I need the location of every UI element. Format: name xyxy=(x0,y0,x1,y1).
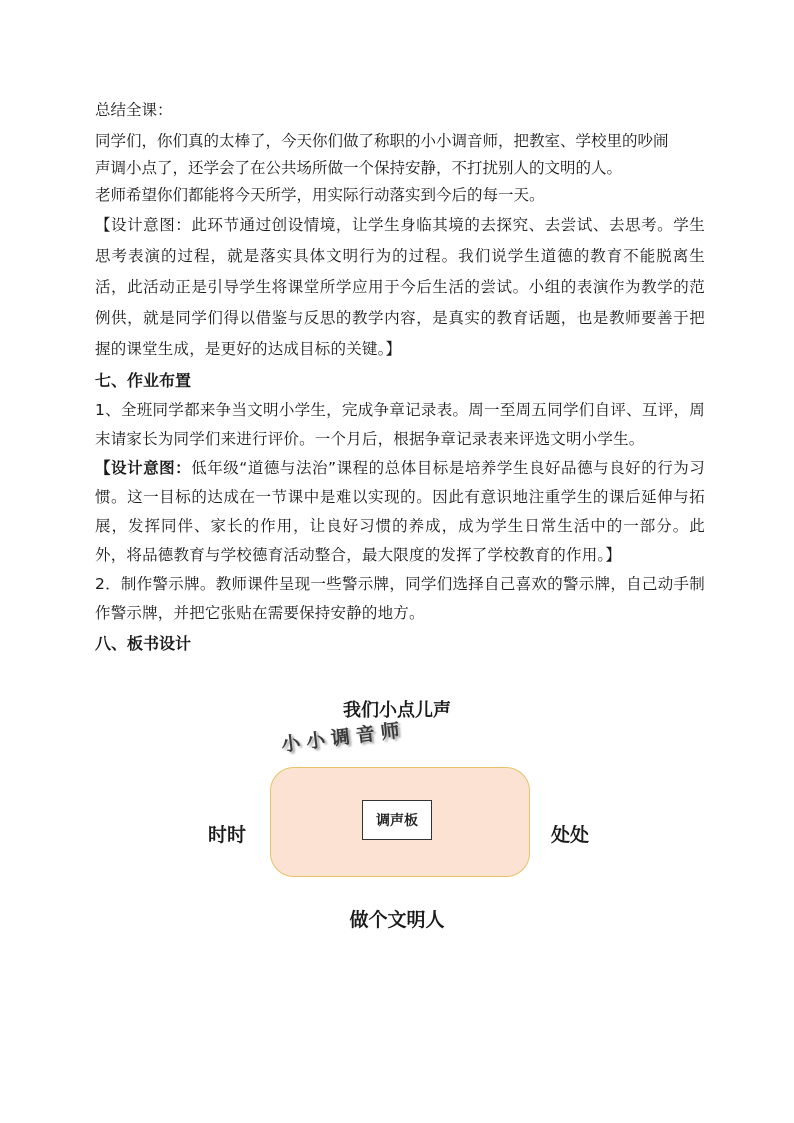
design-intent-label: 【设计意图： xyxy=(95,216,192,234)
homework-item-1: 1、全班同学都来争当文明小学生，完成争章记录表。周一至周五同学们自评、互评，周末请家长为同学们来进行评价。一个月后，根据争章记录表来评选文明小学生。 xyxy=(95,401,705,448)
board-left-text: 时时 xyxy=(208,824,247,846)
design-intent-text: 此环节通过创设情境，让学生身临其境的去探究、去尝试、去思考。学生思考表演的过程，就是落实具体文明行为的过程。我们说学生道德的教育不能脱离生活，此活动正是引导学生将课堂所学应用于今后生活的尝试。小组的表演作为教学的范例供，就是同学们得以借鉴与反思的教学内容，是真实的教育话题，也是教师要善于把握的课堂生成，是更好的达成目标的关键。】 xyxy=(95,216,705,358)
board-title: 我们小点儿声 xyxy=(343,700,451,721)
design-intent-2 xyxy=(95,454,705,570)
design-intent-1 xyxy=(95,210,705,365)
homework-item-2: 2．制作警示牌。教师课件呈现一些警示牌，同学们选择自己喜欢的警示牌，自己动手制作警示牌，并把它张贴在需要保持安静的地方。 xyxy=(95,575,705,622)
summary-line-3: 老师希望你们都能将今天所学，用实际行动落实到今后的每一天。 xyxy=(95,186,545,204)
design-intent-2-text: 低年级“道德与法治”课程的总体目标是培养学生良好品德与良好的行为习惯。这一目标的达成在一节课中是难以实现的。因此有意识地注重学生的课后延伸与拓展，发挥同伴、家长的作用，让良好习惯的养成，成为学生日常生活中的一部分。此外，将品德教育与学校德育活动整合，最大限度的发挥了学校教育的作用。】 xyxy=(95,459,705,564)
document-body xyxy=(95,97,705,659)
board-center-label: 调声板 xyxy=(362,800,432,840)
section-8-heading: 八、板书设计 xyxy=(95,634,192,653)
board-wordart: 小小调音师 xyxy=(280,719,407,757)
summary-line-2: 声调小点了，还学会了在公共场所做一个保持安静，不打扰别人的文明的人。 xyxy=(95,159,623,177)
board-right-text: 处处 xyxy=(551,824,590,846)
board-bottom-text: 做个文明人 xyxy=(349,909,445,931)
design-intent-2-label: 【设计意图： xyxy=(95,459,192,477)
summary-heading: 总结全课： xyxy=(95,101,173,119)
summary-line-1: 同学们，你们真的太棒了，今天你们做了称职的小小调音师，把教室、学校里的吵闹 xyxy=(95,132,669,150)
section-7-heading: 七、作业布置 xyxy=(95,371,192,390)
